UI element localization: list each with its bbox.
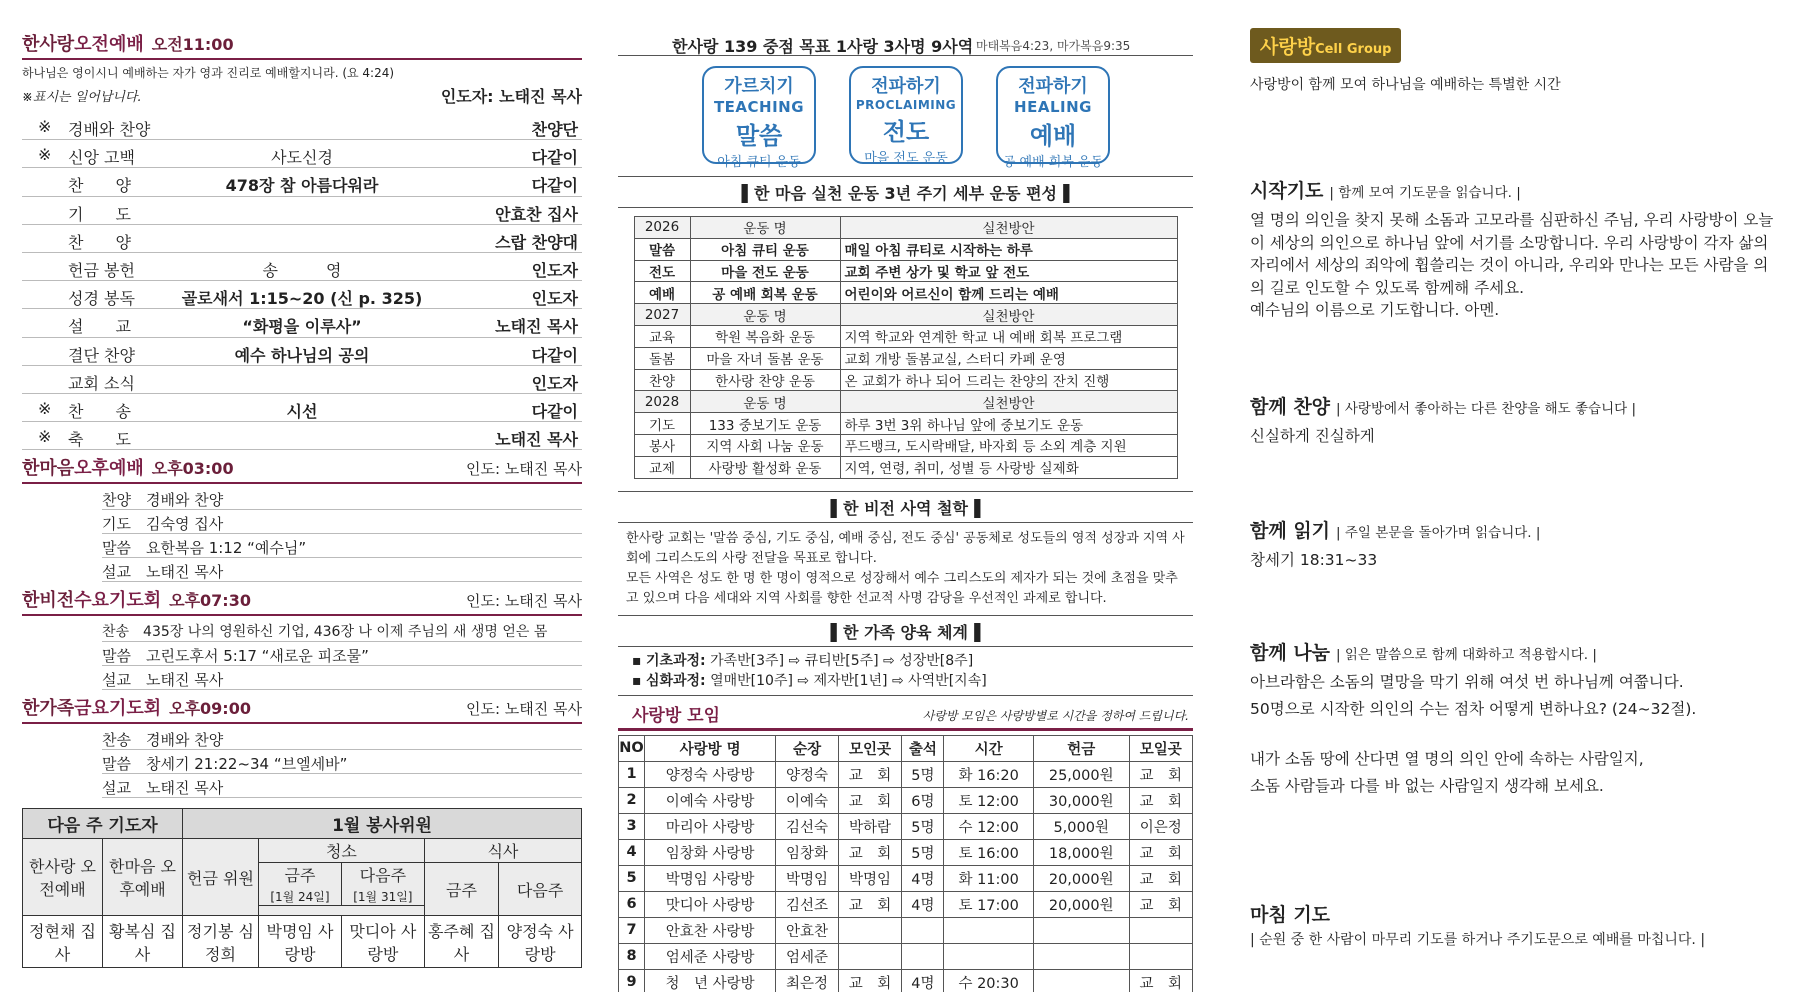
sharing-section [1250, 638, 1780, 797]
meal-next-week-header: 다음주 [499, 863, 582, 916]
table-cell: 맛디아 사랑방 [645, 891, 776, 917]
list-item: 말씀 고린도후서 5:17 “새로운 피조물” [102, 642, 582, 666]
table-cell: 9 [619, 969, 645, 992]
opening-prayer-desc: | 함께 모여 기도문을 읽습니다. | [1329, 185, 1521, 201]
list-item: 찬송 435장 나의 영원하신 기업, 436장 나 이제 주님의 새 생명 얻은 몸 [102, 618, 582, 642]
teaching-badge: 가르치기 TEACHING 말씀 아침 큐티 운동 [702, 66, 816, 164]
table-cell [902, 943, 944, 969]
table-cell: 4명 [902, 891, 944, 917]
list-item: 말씀 요한복음 1:12 “예수님” [102, 534, 582, 558]
morning-service-header [22, 32, 582, 60]
worship-order-row [22, 309, 582, 337]
table-cell: 이예숙 [776, 787, 839, 813]
table-cell: 18,000원 [1033, 839, 1129, 865]
sharing-question-1: 아브라함은 소돔의 멸망을 막기 위해 여섯 번 하나님께 여쭙니다. 50명으로 시작한 의인의 수는 점차 어떻게 변하나요? (24~32절). [1250, 673, 1697, 718]
table-cell: 5명 [902, 761, 944, 787]
worship-order-row [22, 366, 582, 394]
table-cell: 화 16:20 [944, 761, 1033, 787]
afternoon-prayer-person: 황복심 집 사 [103, 916, 183, 968]
friday-service-title: 한가족금요기도회 오후09:00 [22, 698, 251, 720]
list-item: 기도 김숙영 집사 [102, 510, 582, 534]
order-content: 골로새서 1:15~20 (신 p. 325) [181, 289, 423, 309]
table-cell: 8 [619, 943, 645, 969]
list-item: 설교 노태진 목사 [102, 558, 582, 582]
plan-action: 매일 아침 큐티로 시작하는 하루 [840, 238, 1177, 260]
friday-service [22, 696, 582, 798]
table-row [634, 391, 1177, 413]
opening-prayer-title: 시작기도 [1250, 180, 1324, 202]
plan-category: 봉사 [634, 434, 690, 456]
sharing-question-2: 내가 소돔 땅에 산다면 열 명의 의인 안에 속하는 사람일지, 소돔 사람들과 다를 바 없는 사람일지 생각해 보세요. [1250, 750, 1644, 795]
friday-service-header [22, 696, 582, 724]
table-cell: 20,000원 [1033, 865, 1129, 891]
plan-movement: 운동 명 [690, 217, 840, 239]
morning-leader: 인도자: 노태진 목사 [440, 87, 582, 106]
plan-action: 어린이와 어르신이 함께 드리는 예배 [840, 282, 1177, 304]
table-cell: 이은정 [1129, 813, 1192, 839]
table-row [634, 369, 1177, 391]
plan-category: 말씀 [634, 238, 690, 260]
afternoon-service [22, 456, 582, 582]
worship-order-row [22, 394, 582, 422]
goal-header [618, 0, 1193, 56]
order-leader: 인도자 [531, 260, 578, 280]
table-cell: 5,000원 [1033, 813, 1129, 839]
middle-column [618, 0, 1193, 992]
order-item: 헌금 봉헌 [68, 260, 135, 280]
morning-prayer-person: 정현채 집 사 [23, 916, 103, 968]
list-item: 설교 노태진 목사 [102, 774, 582, 798]
cell-group-badge: 사랑방Cell Group [1250, 28, 1401, 63]
table-cell: 양정숙 사랑방 [645, 761, 776, 787]
table-cell: 교 회 [1129, 891, 1192, 917]
plan-action: 교회 개방 돌봄교실, 스터디 카페 운영 [840, 347, 1177, 369]
list-item: 말씀 창세기 21:22~34 “브엘세바” [102, 750, 582, 774]
table-cell: 박명임 [838, 865, 901, 891]
table-row [634, 434, 1177, 456]
table-cell: 양정숙 [776, 761, 839, 787]
order-leader: 다같이 [531, 176, 578, 196]
worship-order-row [22, 197, 582, 225]
afternoon-service-title: 한마음오후예배 오후03:00 [22, 458, 234, 480]
table-row [634, 260, 1177, 282]
order-content: 예수 하나님의 공의 [234, 345, 370, 365]
table-cell: 박명임 사랑방 [645, 865, 776, 891]
table-cell: 25,000원 [1033, 761, 1129, 787]
plan-category: 2027 [634, 304, 690, 326]
proclaiming-badge: 전파하기 PROCLAIMING 전도 마을 전도 운동 [849, 66, 963, 164]
order-leader: 스랍 찬양대 [495, 232, 578, 252]
table-cell: 엄세준 [776, 943, 839, 969]
list-item: 찬양 경배와 찬양 [102, 486, 582, 510]
table-cell: 교 회 [838, 787, 901, 813]
mission-badges [618, 56, 1193, 174]
afternoon-order [102, 486, 582, 582]
plan-action: 실천방안 [840, 304, 1177, 326]
table-cell: 교 회 [1129, 761, 1192, 787]
praise-section [1250, 392, 1780, 448]
column-header: 사랑방 명 [645, 735, 776, 761]
worship-order-row [22, 253, 582, 281]
table-cell: 임창화 [776, 839, 839, 865]
table-cell: 최은정 [776, 969, 839, 992]
order-content: 478장 참 아름다워라 [225, 176, 379, 196]
meal-this-week-header: 금주 [424, 863, 498, 916]
order-leader: 인도자 [531, 373, 578, 393]
list-item: 설교 노태진 목사 [102, 666, 582, 690]
plan-category: 돌봄 [634, 347, 690, 369]
next-week-prayer-header: 다음 주 기도자 [23, 809, 183, 839]
order-content: 시선 [286, 401, 318, 421]
table-row [634, 304, 1177, 326]
table-cell: 안효찬 사랑방 [645, 917, 776, 943]
table-cell: 안효찬 [776, 917, 839, 943]
offering-persons: 정기봉 심정희 [183, 916, 259, 968]
table-cell [944, 917, 1033, 943]
table-cell: 수 20:30 [944, 969, 1033, 992]
table-cell: 토 16:00 [944, 839, 1033, 865]
worship-order-row [22, 112, 582, 140]
plan-category: 교제 [634, 456, 690, 478]
order-leader: 안효찬 집사 [495, 204, 578, 224]
order-item: 신앙 고백 [68, 148, 135, 168]
wednesday-service-header [22, 588, 582, 616]
table-cell: 4명 [902, 865, 944, 891]
plan-movement: 운동 명 [690, 304, 840, 326]
afternoon-leader: 인도: 노태진 목사 [465, 460, 582, 479]
table-cell: 토 12:00 [944, 787, 1033, 813]
plan-category: 2026 [634, 217, 690, 239]
table-cell: 수 12:00 [944, 813, 1033, 839]
worship-order-list [22, 112, 582, 450]
left-column [22, 0, 582, 992]
table-cell: 교 회 [1129, 969, 1192, 992]
order-item: 기 도 [68, 204, 131, 224]
friday-order [102, 726, 582, 798]
afternoon-prayer-header: 한마음 오후예배 [103, 839, 183, 916]
right-column [1250, 0, 1780, 992]
order-leader: 다같이 [531, 345, 578, 365]
cleaning-header: 청소 [259, 839, 425, 863]
order-item: 설 교 [68, 317, 131, 337]
plan-action: 교회 주변 상가 및 학교 앞 전도 [840, 260, 1177, 282]
plan-action: 실천방안 [840, 391, 1177, 413]
clean-this-week-header: 금주 [1월 24일] [259, 863, 342, 906]
plan-movement: 133 중보기도 운동 [690, 413, 840, 435]
column-header: 시간 [944, 735, 1033, 761]
nurture-band: ▌한 가족 양육 체계▐ [618, 615, 1193, 647]
plan-action: 지역 학교와 연계한 학교 내 예배 회복 프로그램 [840, 325, 1177, 347]
order-item: 경배와 찬양 [68, 120, 151, 139]
reading-title: 함께 읽기 [1250, 520, 1331, 542]
spacer [259, 906, 425, 916]
column-header: NO [619, 735, 645, 761]
clean-next-week: 맛디아 사랑방 [341, 916, 424, 968]
table-row [619, 891, 1193, 917]
table-cell: 교 회 [838, 891, 901, 917]
plan-action: 실천방안 [840, 217, 1177, 239]
table-row [634, 325, 1177, 347]
table-cell: 5명 [902, 839, 944, 865]
order-content: 송 영 [262, 260, 342, 280]
table-cell [838, 917, 901, 943]
cell-group-note: 사랑방 모임은 사랑방별로 시간을 정하여 드립니다. [922, 708, 1189, 723]
table-row [634, 413, 1177, 435]
column-header: 모인곳 [838, 735, 901, 761]
table-cell: 교 회 [1129, 839, 1192, 865]
opening-prayer-text: 열 명의 의인을 찾지 못해 소돔과 고모라를 심판하신 주님, 우리 사랑방이 오늘 이 세상의 의인으로 하나님 앞에 서기를 소망합니다. 우리 사랑방이 각자 삶의 자리에서 세상의 죄악에 휩쓸리는 것이 아니라, 우리와 만나는 모든 사람을 의의 길로 인도할 수 있도록 함께해 주세요. [1250, 211, 1774, 297]
order-leader: 다같이 [531, 401, 578, 421]
table-cell: 2 [619, 787, 645, 813]
plan-action: 지역, 연령, 취미, 성별 등 사랑방 실제화 [840, 456, 1177, 478]
order-item: 교회 소식 [68, 373, 135, 393]
table-cell [838, 943, 901, 969]
morning-service-title: 한사랑오전예배 오전11:00 [22, 34, 234, 55]
worship-order-row [22, 281, 582, 309]
clean-this-week: 박명임 사랑방 [259, 916, 342, 968]
order-item: 찬 양 [68, 176, 131, 196]
table-row [634, 456, 1177, 478]
plan-movement: 공 예배 회복 운동 [690, 282, 840, 304]
plan-action: 하루 3번 3위 하나님 앞에 중보기도 운동 [840, 413, 1177, 435]
table-row [619, 787, 1193, 813]
table-cell: 4명 [902, 969, 944, 992]
stand-mark: ※ [38, 427, 52, 447]
praise-title: 함께 찬양 [1250, 396, 1331, 418]
plan-category: 2028 [634, 391, 690, 413]
order-leader: 노태진 목사 [495, 317, 578, 337]
table-row [634, 282, 1177, 304]
order-content: 사도신경 [271, 148, 333, 168]
praise-desc: | 사랑방에서 좋아하는 다른 찬양을 해도 좋습니다 | [1336, 401, 1636, 417]
table-cell: 6 [619, 891, 645, 917]
vision-band: ▌한 비전 사역 철학▐ [618, 491, 1193, 523]
table-cell: 20,000원 [1033, 891, 1129, 917]
table-cell [902, 917, 944, 943]
table-cell [1033, 943, 1129, 969]
table-cell: 교 회 [838, 969, 901, 992]
column-header: 모일곳 [1129, 735, 1192, 761]
table-cell: 1 [619, 761, 645, 787]
table-cell: 엄세준 사랑방 [645, 943, 776, 969]
order-item: 결단 찬양 [68, 345, 135, 365]
table-cell: 교 회 [1129, 787, 1192, 813]
cell-group-table [618, 735, 1193, 992]
table-cell: 토 17:00 [944, 891, 1033, 917]
table-cell: 6명 [902, 787, 944, 813]
duty-table [22, 808, 582, 968]
table-cell [944, 943, 1033, 969]
order-leader: 찬양단 [531, 120, 578, 139]
opening-prayer-closing: 예수님의 이름으로 기도합니다. 아멘. [1250, 301, 1500, 319]
reading-section [1250, 516, 1780, 572]
stand-mark: ※ [38, 117, 52, 136]
plan-movement: 마을 전도 운동 [690, 260, 840, 282]
plan-category: 교육 [634, 325, 690, 347]
table-cell: 김선조 [776, 891, 839, 917]
table-row [619, 917, 1193, 943]
cell-group-header [618, 695, 1193, 731]
stand-mark: ※ [38, 398, 52, 418]
plan-category: 기도 [634, 413, 690, 435]
table-cell: 박하람 [838, 813, 901, 839]
table-cell: 이예숙 사랑방 [645, 787, 776, 813]
sharing-desc: | 읽은 말씀으로 함께 대화하고 적용합시다. | [1336, 647, 1597, 663]
closing-prayer-section [1250, 900, 1780, 952]
table-row [619, 943, 1193, 969]
morning-verse: 하나님은 영이시니 예배하는 자가 영과 진리로 예배할지니라. (요 4:24) [22, 66, 395, 80]
friday-leader: 인도: 노태진 목사 [465, 700, 582, 719]
table-cell [1033, 917, 1129, 943]
plan-category: 예배 [634, 282, 690, 304]
movement-plan-table [634, 216, 1178, 479]
table-row [619, 813, 1193, 839]
afternoon-service-header [22, 456, 582, 484]
table-cell: 3 [619, 813, 645, 839]
table-cell: 마리아 사랑방 [645, 813, 776, 839]
order-item: 성경 봉독 [68, 289, 135, 309]
table-row [619, 865, 1193, 891]
plan-category: 전도 [634, 260, 690, 282]
stand-mark: ※ [38, 145, 52, 165]
table-row [619, 761, 1193, 787]
healing-badge: 전파하기 HEALING 예배 공 예배 회복 운동 [996, 66, 1110, 164]
table-cell: 5 [619, 865, 645, 891]
meal-this-week: 홍주혜 집 사 [424, 916, 498, 968]
table-cell: 7 [619, 917, 645, 943]
clean-next-week-header: 다음주 [1월 31일] [341, 863, 424, 906]
order-item: 찬 양 [68, 232, 131, 252]
cell-group-title: 사랑방 모임 [632, 705, 721, 726]
plan-movement: 아침 큐티 운동 [690, 238, 840, 260]
worship-order-row [22, 422, 582, 450]
plan-movement: 한사랑 찬양 운동 [690, 369, 840, 391]
wednesday-order [102, 618, 582, 690]
goal-reference: 마태복음4:23, 마가복음9:35 [976, 39, 1131, 53]
table-cell [1033, 969, 1129, 992]
table-row [619, 969, 1193, 992]
vision-text: 한사랑 교회는 '말씀 중심, 기도 중심, 예배 중심, 전도 중심' 공동체로 성도들의 영적 성장과 지역 사회에 그리스도의 사랑 전달을 목표로 합니다. 모든 사역은 성도 한 명 한 명이 영적으로 성장해서 예수 그리스도의 제자가 되는 것에 초점을 맞추고 있으며 다음 세대와 지역 사회를 향한 선교적 사명 감당을 우선적인 과제로 합니다. [626, 530, 1185, 606]
praise-song: 신실하게 진실하게 [1250, 427, 1375, 445]
closing-prayer-title: 마침 기도 [1250, 904, 1331, 926]
table-cell: 교 회 [838, 839, 901, 865]
plan-category: 찬양 [634, 369, 690, 391]
table-cell [1129, 943, 1192, 969]
movement-band: ▌한 마음 실천 운동 3년 주기 세부 운동 편성▐ [618, 176, 1193, 208]
table-cell: 박명임 [776, 865, 839, 891]
table-cell: 청 년 사랑방 [645, 969, 776, 992]
goal-title: 한사랑 139 중점 목표 1사랑 3사명 9사역 [672, 37, 974, 56]
table-cell: 김선숙 [776, 813, 839, 839]
plan-movement: 학원 복음화 운동 [690, 325, 840, 347]
table-row [634, 238, 1177, 260]
worship-order-row [22, 140, 582, 168]
january-volunteers-header: 1월 봉사위원 [183, 809, 582, 839]
wednesday-leader: 인도: 노태진 목사 [465, 592, 582, 611]
column-header: 순장 [776, 735, 839, 761]
plan-movement: 사랑방 활성화 운동 [690, 456, 840, 478]
worship-order-row [22, 338, 582, 366]
closing-prayer-desc: | 순원 중 한 사람이 마무리 기도를 하거나 주기도문으로 예배를 마칩니다. | [1250, 932, 1706, 948]
order-item: 찬 송 [68, 401, 131, 421]
table-cell: 4 [619, 839, 645, 865]
plan-movement: 운동 명 [690, 391, 840, 413]
cell-group-intro: 사랑방이 함께 모여 하나님을 예배하는 특별한 시간 [1250, 77, 1561, 93]
table-cell: 화 11:00 [944, 865, 1033, 891]
order-content: “화평을 이루사” [242, 317, 362, 337]
table-cell [1129, 917, 1192, 943]
order-leader: 다같이 [531, 148, 578, 168]
morning-note-line [22, 82, 582, 106]
course-list [618, 647, 1193, 695]
basic-course: ▪ 기초과정: 가족반[3주] ⇨ 큐티반[5주] ⇨ 성장반[8주] [632, 652, 974, 669]
reading-desc: | 주일 본문을 돌아가며 읽습니다. | [1336, 525, 1541, 541]
reading-passage: 창세기 18:31~33 [1250, 551, 1378, 569]
table-row [634, 217, 1177, 239]
standing-note: ※표시는 일어납니다. [22, 90, 142, 105]
table-row [619, 839, 1193, 865]
plan-movement: 마을 자녀 돌봄 운동 [690, 347, 840, 369]
list-item: 찬송 경배와 찬양 [102, 726, 582, 750]
worship-order-row [22, 225, 582, 253]
order-item: 축 도 [68, 430, 131, 450]
plan-movement: 지역 사회 나눔 운동 [690, 434, 840, 456]
sharing-title: 함께 나눔 [1250, 642, 1331, 664]
table-cell: 5명 [902, 813, 944, 839]
order-leader: 노태진 목사 [495, 430, 578, 450]
table-cell: 임창화 사랑방 [645, 839, 776, 865]
table-cell: 30,000원 [1033, 787, 1129, 813]
meal-next-week: 양정숙 사랑방 [499, 916, 582, 968]
table-cell: 교 회 [1129, 865, 1192, 891]
offering-header: 헌금 위원 [183, 839, 259, 916]
meal-header: 식사 [424, 839, 581, 863]
table-row [634, 347, 1177, 369]
wednesday-service-title: 한비전수요기도회 오후07:30 [22, 590, 251, 612]
table-cell: 교 회 [838, 761, 901, 787]
plan-action: 푸드뱅크, 도시락배달, 바자회 등 소외 계층 지원 [840, 434, 1177, 456]
column-header: 출석 [902, 735, 944, 761]
wednesday-service [22, 588, 582, 690]
worship-order-row [22, 168, 582, 196]
plan-action: 온 교회가 하나 되어 드리는 찬양의 잔치 진행 [840, 369, 1177, 391]
advanced-course: ▪ 심화과정: 열매반[10주] ⇨ 제자반[1년] ⇨ 사역반[지속] [632, 672, 987, 689]
order-leader: 인도자 [531, 289, 578, 309]
opening-prayer-section [1250, 176, 1780, 322]
morning-prayer-header: 한사랑 오전예배 [23, 839, 103, 916]
column-header: 헌금 [1033, 735, 1129, 761]
